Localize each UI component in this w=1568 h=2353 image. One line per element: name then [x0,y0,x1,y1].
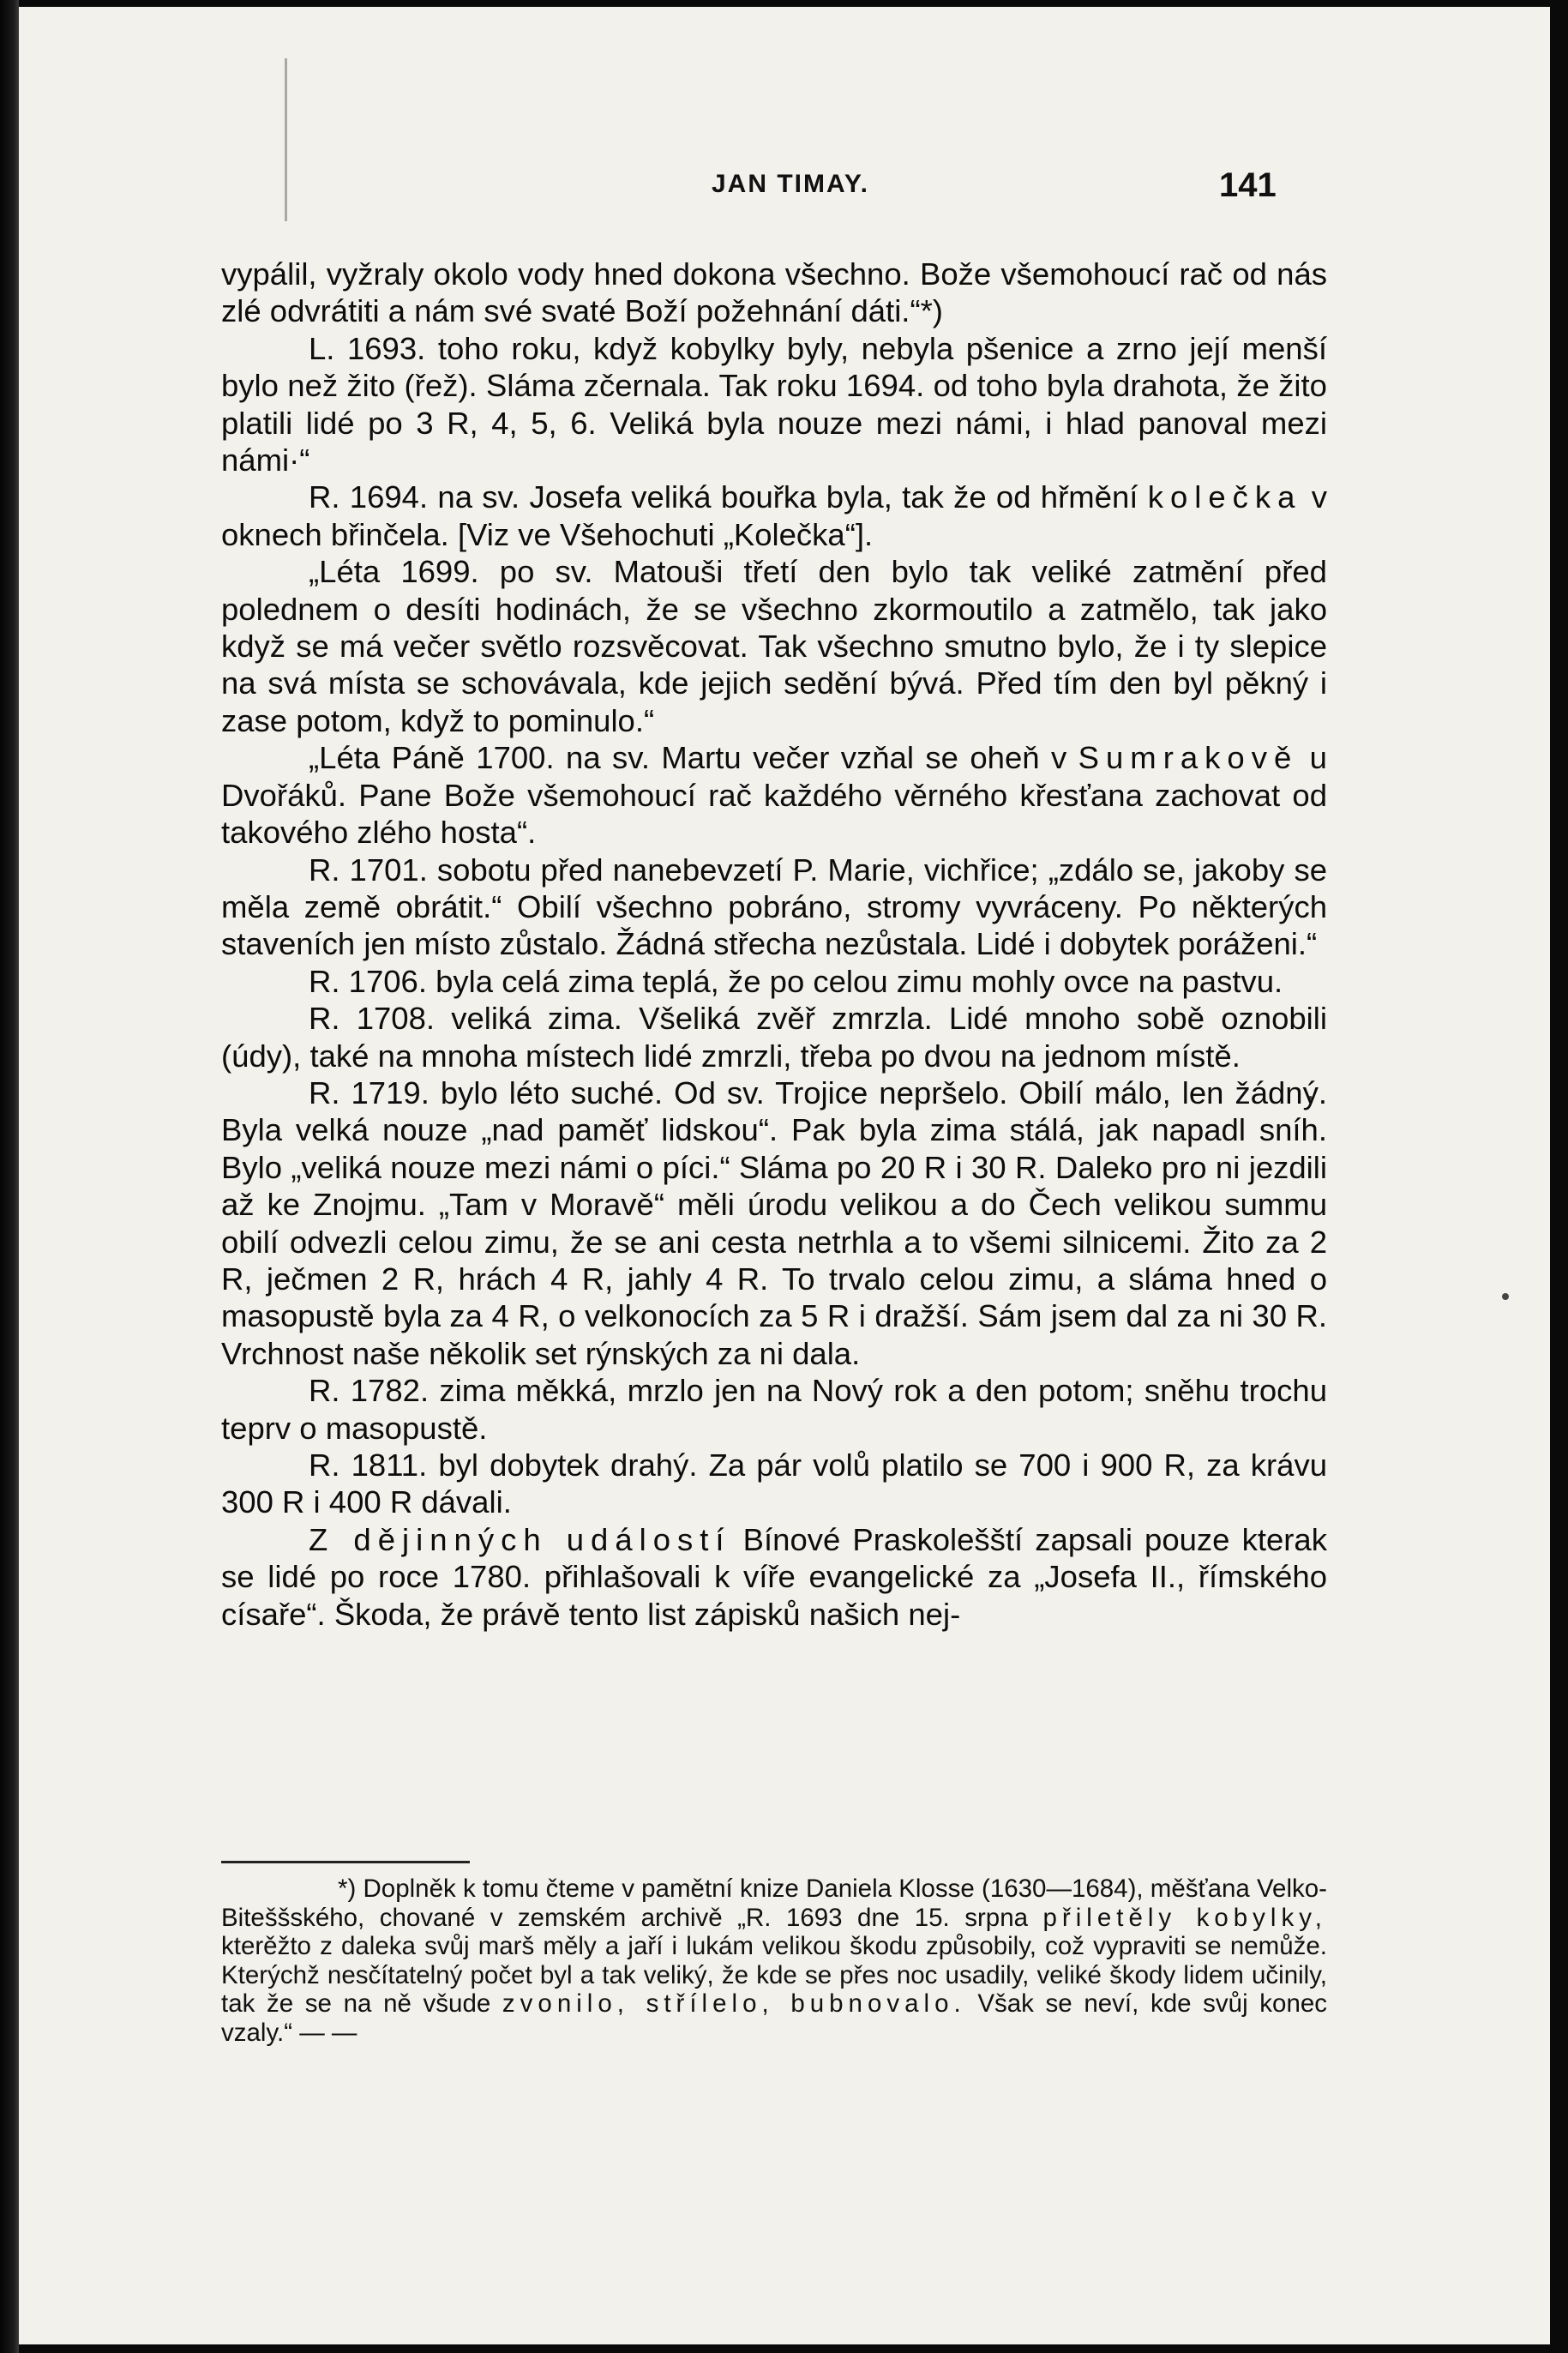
footnote-emphasis: přiletěly kobylky, [1042,1903,1327,1932]
paragraph: R. 1719. bylo léto suché. Od sv. Trojice nepršelo. Obilí málo, len žádný. Byla velká nouze „nad paměť lidskou“. Pak byla zima stálá, jak napadl sníh. Bylo „veliká nouze mezi námi o píci.“ Sláma po 20 R i 30 R. Daleko pro ni jezdili až ke Znojmu. „Tam v Moravě“ měli úrodu velikou a do Čech velikou summu obilí odvezli celou zimu, že se ani cesta netrhla a to všemi silnicemi. Žito za 2 R, ječmen 2 R, hrách 4 R, jahly 4 R. To trvalo celou zimu, a sláma hned o masopustě byla za 4 R, o velkonocích za 5 R i dražší. Sám jsem dal za ni 30 R. Vrchnost naše několik set rýnských za ni dala. [221,1074,1327,1371]
paragraph [221,478,1327,553]
footnote-text: Však se neví, kde svůj konec vzaly.“ — — [221,1989,1328,2047]
footnote-text: kterěžto z daleka svůj marš měly a jaří i lukám velikou škodu způsobily, což vypraviti se nemůže. Kterýchž nesčítatelný počet byl a tak veliký, že kde se přes noc usadily, veliké škody lidem učinily, tak že se na ně všude [221,1932,1327,2018]
emphasized-text: kolečka [1147,479,1302,515]
paragraph: vypálil, vyžraly okolo vody hned dokona všechno. Bože všemohoucí rač od nás zlé odvrátiti a nám své svaté Boží požehnání dáti.“*) [221,256,1327,329]
paragraph-text: „Léta Páně 1700. na sv. Martu večer vzňal se oheň v [309,740,1067,776]
footnote-divider [221,1861,470,1863]
paragraph-text: R. 1694. na sv. Josefa veliká bouřka byla, tak že od hřmění [309,479,1138,515]
paragraph: L. 1693. toho roku, když kobylky byly, nebyla pšenice a zrno její menší bylo než žito (řež). Sláma zčernala. Tak roku 1694. od toho byla drahota, že žito platili lidé po 3 R, 4, 5, 6. Veliká byla nouze mezi námi, i hlad panoval mezi námi·“ [221,330,1327,478]
paragraph [221,1521,1327,1633]
paragraph-text: u Dvořáků. Pane Bože všemohoucí rač každého věrného křesťana zachovat od takového zlého hosta“. [221,740,1327,851]
paragraph: R. 1782. zima měkká, mrzlo jen na Nový rok a den potom; sněhu trochu teprv o masopustě. [221,1373,1327,1446]
emphasized-text: Sumrakově [1078,740,1299,776]
footnote-text: *) Doplněk k tomu čteme v pamětní knize Daniela Klosse (1630—1684), měšťana Velko-Biteššského, chované v zemském archivě „R. 1693 dne 15. srpna [221,1875,1327,1932]
paragraph-text: v oknech břinčela. [Viz ve Všehochuti „Kolečka“]. [221,479,1327,552]
footnote-paragraph [221,1875,1327,2047]
scan-speck [1502,1293,1509,1300]
emphasized-text: Z dějinných událostí [309,1521,731,1557]
book-page [19,7,1550,2344]
paragraph: R. 1706. byla celá zima teplá, že po celou zimu mohly ovce na pastvu. [309,963,1283,999]
footnote [221,1875,1327,2047]
main-text [221,256,1327,1633]
paragraph: R. 1708. veliká zima. Všeliká zvěř zmrzla. Lidé mnoho sobě oznobili (údy), také na mnoha místech lidé zmrzli, třeba po dvou na jednom místě. [221,1001,1327,1074]
paragraph: R. 1701. sobotu před nanebevzetí P. Marie, vichřice; „zdálo se, jakoby se měla země obrátit.“ Obilí všechno pobráno, stromy vyvráceny. Po některých staveních jen místo zůstalo. Žádná střecha nezůstala. Lidé i dobytek poráženi.“ [221,852,1327,962]
running-head: JAN TIMAY. [712,170,869,198]
paragraph [221,739,1327,851]
paragraph: „Léta 1699. po sv. Matouši třetí den bylo tak veliké zatmění před polednem o desíti hodinách, že se všechno zkormoutilo a zatmělo, tak jako když se má večer světlo rozsvěcovat. Tak všechno smutno bylo, že i ty slepice na svá místa se schovávala, kde jejich sedění bývá. Před tím den byl pěkný i zase potom, když to pominulo.“ [221,554,1327,738]
paragraph-text: Bínové Praskolešští zapsali pouze kterak se lidé po roce 1780. přihlašovali k víře evangelické za „Josefa II., římského císaře“. Škoda, že právě tento list zápisků našich nej- [221,1521,1327,1632]
paragraph: R. 1811. byl dobytek drahý. Za pár volů platilo se 700 i 900 R, za krávu 300 R i 400 R dávali. [221,1447,1327,1520]
page-number: 141 [1219,166,1277,204]
footnote-emphasis: zvonilo, střílelo, bubnovalo. [502,1989,966,2018]
book-edge-shadow [0,0,19,2353]
page-header [19,163,1550,214]
